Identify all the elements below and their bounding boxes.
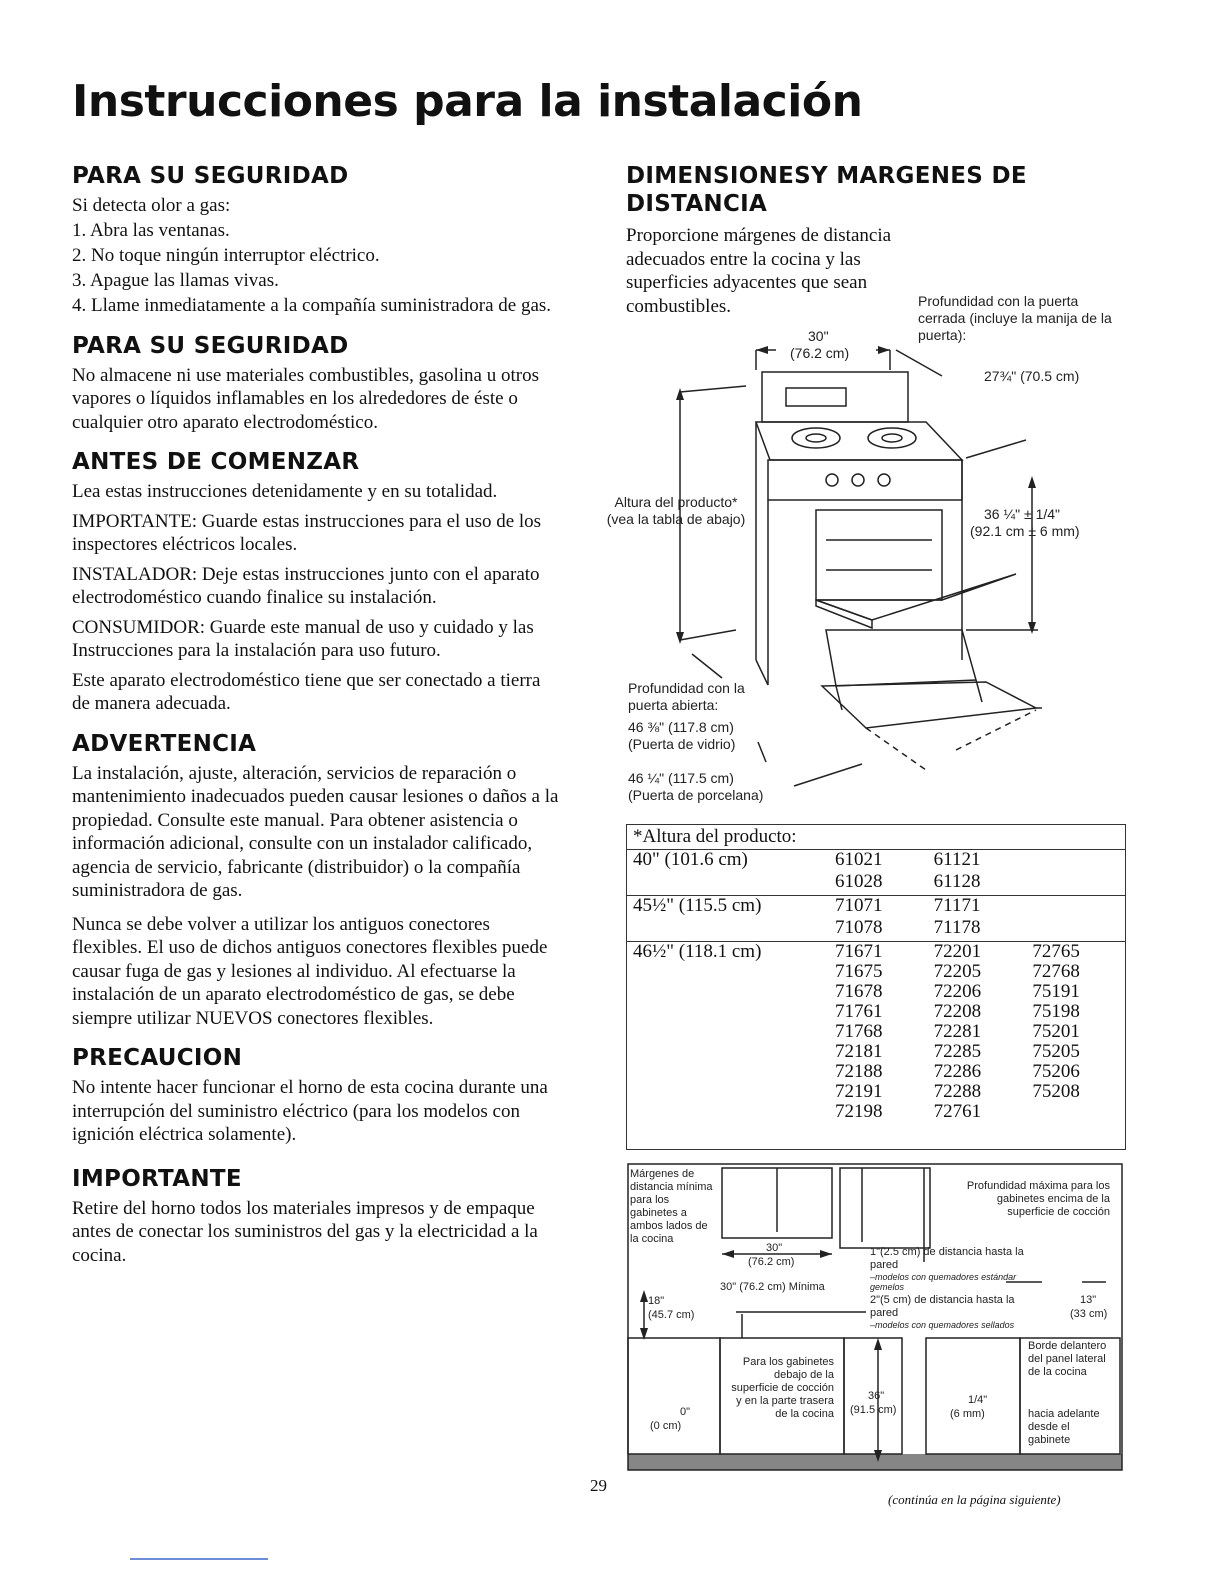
paragraph: Lea estas instrucciones detenidamente y en su totalidad. xyxy=(72,481,498,502)
table-cell: 75191 xyxy=(1032,981,1080,1002)
depth-closed-value: 27¾" (70.5 cm) xyxy=(984,368,1080,384)
height-label: Altura del producto* (vea la tabla de abajo) xyxy=(606,494,746,527)
table-cell: 61128 xyxy=(928,870,1027,896)
table-cell: 71761 xyxy=(835,1001,883,1022)
continued-note: (continúa en la página siguiente) xyxy=(888,1492,1061,1507)
paragraph: INSTALADOR: Deje estas instrucciones junto con el aparato electrodoméstico cuando finalice su instalación. xyxy=(72,563,540,608)
table-cell: 72201 xyxy=(933,941,982,962)
section-heading: PARA SU SEGURIDAD xyxy=(72,332,349,359)
table-cell: 72208 xyxy=(933,1001,982,1022)
height-value: 36 ¼" ± 1/4" xyxy=(984,506,1061,522)
section-intro: Si detecta olor a gas: xyxy=(72,195,231,216)
list-item: 4. Llame inmediatamente a la compañía suministradora de gas. xyxy=(72,294,552,316)
zerocm-label: (0 cm) xyxy=(650,1420,682,1432)
w30-label: 30" xyxy=(766,1242,783,1254)
table-cell: 72765 xyxy=(1032,941,1080,962)
dist1b-label: –modelos con quemadores estándar gemelos xyxy=(870,1272,1017,1292)
table-group xyxy=(627,896,1125,942)
table-cell: 72286 xyxy=(933,1061,982,1082)
h36-label: 36" xyxy=(868,1390,885,1402)
table-cell: 75206 xyxy=(1032,1061,1080,1082)
page-number: 29 xyxy=(590,1476,607,1495)
table-cell xyxy=(1026,1102,1125,1122)
section-heading: IMPORTANTE xyxy=(72,1165,242,1192)
forward-label: hacia adelante desde el gabinete xyxy=(1028,1408,1100,1446)
d13cm-label: (33 cm) xyxy=(1070,1308,1108,1320)
table-cell: 72188 xyxy=(835,1061,883,1082)
table-cell xyxy=(1026,870,1125,896)
section-heading: ADVERTENCIA xyxy=(72,730,257,757)
depth-closed-label: Profundidad con la puerta cerrada (incluye la manija de la puerta): xyxy=(918,293,1112,343)
depth-open-label: Profundidad con la puerta abierta: xyxy=(628,680,745,713)
paragraph: Nunca se debe volver a utilizar los antiguos conectores flexibles. El uso de dichos antiguos conectores flexibles puede causar fuga de gas y lesiones al individuo. Al efectuarse la instalación de un aparato electrodoméstico de gas, se debe siempre utilizar NUEVOS conectores flexibles. xyxy=(72,913,548,1029)
list-item: 3. Apague las llamas vivas. xyxy=(72,269,279,291)
table-cell: 71178 xyxy=(928,916,1027,942)
list-item: 1. Abra las ventanas. xyxy=(72,219,230,241)
paragraph: No intente hacer funcionar el horno de esta cocina durante una interrupción del suministro eléctrico (para los modelos con ignición eléctrica solamente). xyxy=(72,1077,548,1145)
table-cell: 71671 xyxy=(835,941,883,962)
table-cell xyxy=(1026,896,1125,917)
glass-label: (Puerta de vidrio) xyxy=(628,736,736,752)
dist1-label: 1"(2.5 cm) de distancia hasta la pared xyxy=(870,1246,1024,1271)
table-cell: 72206 xyxy=(933,981,982,1002)
list-item: 2. No toque ningún interruptor eléctrico. xyxy=(72,244,380,266)
max-depth-label: Profundidad máxima para los gabinetes encima de la superficie de cocción xyxy=(966,1180,1110,1218)
section-caution xyxy=(72,1044,562,1147)
section-heading: ANTES DE COMENZAR xyxy=(72,449,360,475)
d13-label: 13" xyxy=(1080,1294,1097,1306)
table-cell: 72181 xyxy=(835,1041,883,1062)
table-cell: 72285 xyxy=(933,1041,982,1062)
table-cell: 72191 xyxy=(835,1081,883,1102)
porcelain-value: 46 ¼" (117.5 cm) xyxy=(628,770,734,786)
left-column xyxy=(72,162,562,1281)
table-cell: 61121 xyxy=(933,849,981,870)
section-heading: PRECAUCION xyxy=(72,1045,243,1071)
table-cell: 46½" (118.1 cm) xyxy=(633,941,762,962)
section-heading: DIMENSIONESY MARGENES DE DISTANCIA xyxy=(626,163,1027,217)
table-cell xyxy=(1026,916,1125,942)
section-warning xyxy=(72,730,562,1031)
table-cell: 72198 xyxy=(835,1101,883,1122)
table-cell: 72288 xyxy=(933,1081,982,1102)
paragraph: La instalación, ajuste, alteración, servicios de reparación o mantenimiento inadecuados pueden causar lesiones o daños a la propiedad. Consulte este manual. Para obtener asistencia o información adicional, consulte con un instalador calificado, agencia de servicio, fabricante (distribuidor) o la compañía suministradora de gas. xyxy=(72,762,559,901)
page-title: Instrucciones para la instalación xyxy=(72,76,863,127)
table-cell: 72205 xyxy=(933,961,982,982)
table-cell: 72768 xyxy=(1032,961,1080,982)
h18cm-label: (45.7 cm) xyxy=(648,1309,695,1321)
section-safety-2 xyxy=(72,332,562,435)
footer-rule xyxy=(130,1558,268,1560)
paragraph: IMPORTANTE: Guarde estas instrucciones para el uso de los inspectores eléctricos locales. xyxy=(72,510,542,555)
glass-value: 46 ⅜" (117.8 cm) xyxy=(628,719,734,735)
section-important xyxy=(72,1165,562,1268)
paragraph: Proporcione márgenes de distancia adecuados entre la cocina y las superficies adyacentes que sean combustibles. xyxy=(626,225,892,317)
table-cell: 71675 xyxy=(835,961,883,982)
table-cell: 75205 xyxy=(1032,1041,1080,1062)
zero-label: 0" xyxy=(680,1406,691,1418)
table-cell: 61021 xyxy=(835,849,883,870)
section-safety-1 xyxy=(72,162,562,318)
table-cell xyxy=(1026,850,1125,871)
h18-label: 18" xyxy=(648,1295,665,1307)
h36cm-label: (91.5 cm) xyxy=(850,1404,897,1416)
q14-label: 1/4" xyxy=(968,1394,988,1406)
table-cell: 75208 xyxy=(1032,1081,1080,1102)
paragraph: Retire del horno todos los materiales impresos y de empaque antes de conectar los suministros del gas y la electricidad a la cocina. xyxy=(72,1197,538,1266)
product-height-table xyxy=(626,824,1126,1150)
paragraph: No almacene ni use materiales combustibles, gasolina u otros vapores o líquidos inflamables en los alrededores de éste o cualquier otro aparato electrodoméstico. xyxy=(72,364,539,433)
porcelain-label: (Puerta de porcelana) xyxy=(628,787,764,803)
height-value-cm: (92.1 cm ± 6 mm) xyxy=(970,523,1080,539)
rear-label: Para los gabinetes debajo de la superficie de cocción y en la parte trasera de la cocina xyxy=(731,1356,834,1420)
table-cell: 71071 xyxy=(835,895,883,916)
table-cell: 40" (101.6 cm) xyxy=(633,849,748,870)
q14cm-label: (6 mm) xyxy=(950,1408,985,1420)
table-header: *Altura del producto: xyxy=(627,825,1125,850)
table-cell: 72761 xyxy=(933,1101,982,1122)
min-label: 30" (76.2 cm) Mínima xyxy=(720,1281,825,1293)
paragraph: CONSUMIDOR: Guarde este manual de uso y cuidado y las Instrucciones para la instalación para uso futuro. xyxy=(72,616,534,661)
w30cm-label: (76.2 cm) xyxy=(748,1256,795,1268)
section-before-start xyxy=(72,448,562,716)
dist2-label: 2"(5 cm) de distancia hasta la pared xyxy=(870,1294,1015,1319)
table-cell: 71678 xyxy=(835,981,883,1002)
table-cell: 71078 xyxy=(829,916,928,942)
table-cell: 71171 xyxy=(933,895,981,916)
width-in-label: 30" xyxy=(808,328,829,344)
table-cell: 72281 xyxy=(933,1021,982,1042)
safety-steps-list xyxy=(72,218,562,318)
paragraph: Este aparato electrodoméstico tiene que ser conectado a tierra de manera adecuada. xyxy=(72,669,541,714)
table-cell: 61028 xyxy=(829,870,928,896)
width-cm-label: (76.2 cm) xyxy=(790,345,850,361)
section-heading: PARA SU SEGURIDAD xyxy=(72,163,349,189)
table-cell: 75201 xyxy=(1032,1021,1080,1042)
table-cell: 45½" (115.5 cm) xyxy=(633,895,762,916)
edge-label: Borde delantero del panel lateral de la cocina xyxy=(1028,1340,1107,1378)
margins-label: Márgenes de distancia mínima para los gabinetes a ambos lados de la cocina xyxy=(630,1168,713,1245)
table-cell: 71768 xyxy=(835,1021,883,1042)
dist2b-label: –modelos con quemadores sellados xyxy=(870,1320,1015,1330)
table-group xyxy=(627,942,1125,1123)
table-group xyxy=(627,850,1125,896)
table-cell: 75198 xyxy=(1032,1001,1080,1022)
